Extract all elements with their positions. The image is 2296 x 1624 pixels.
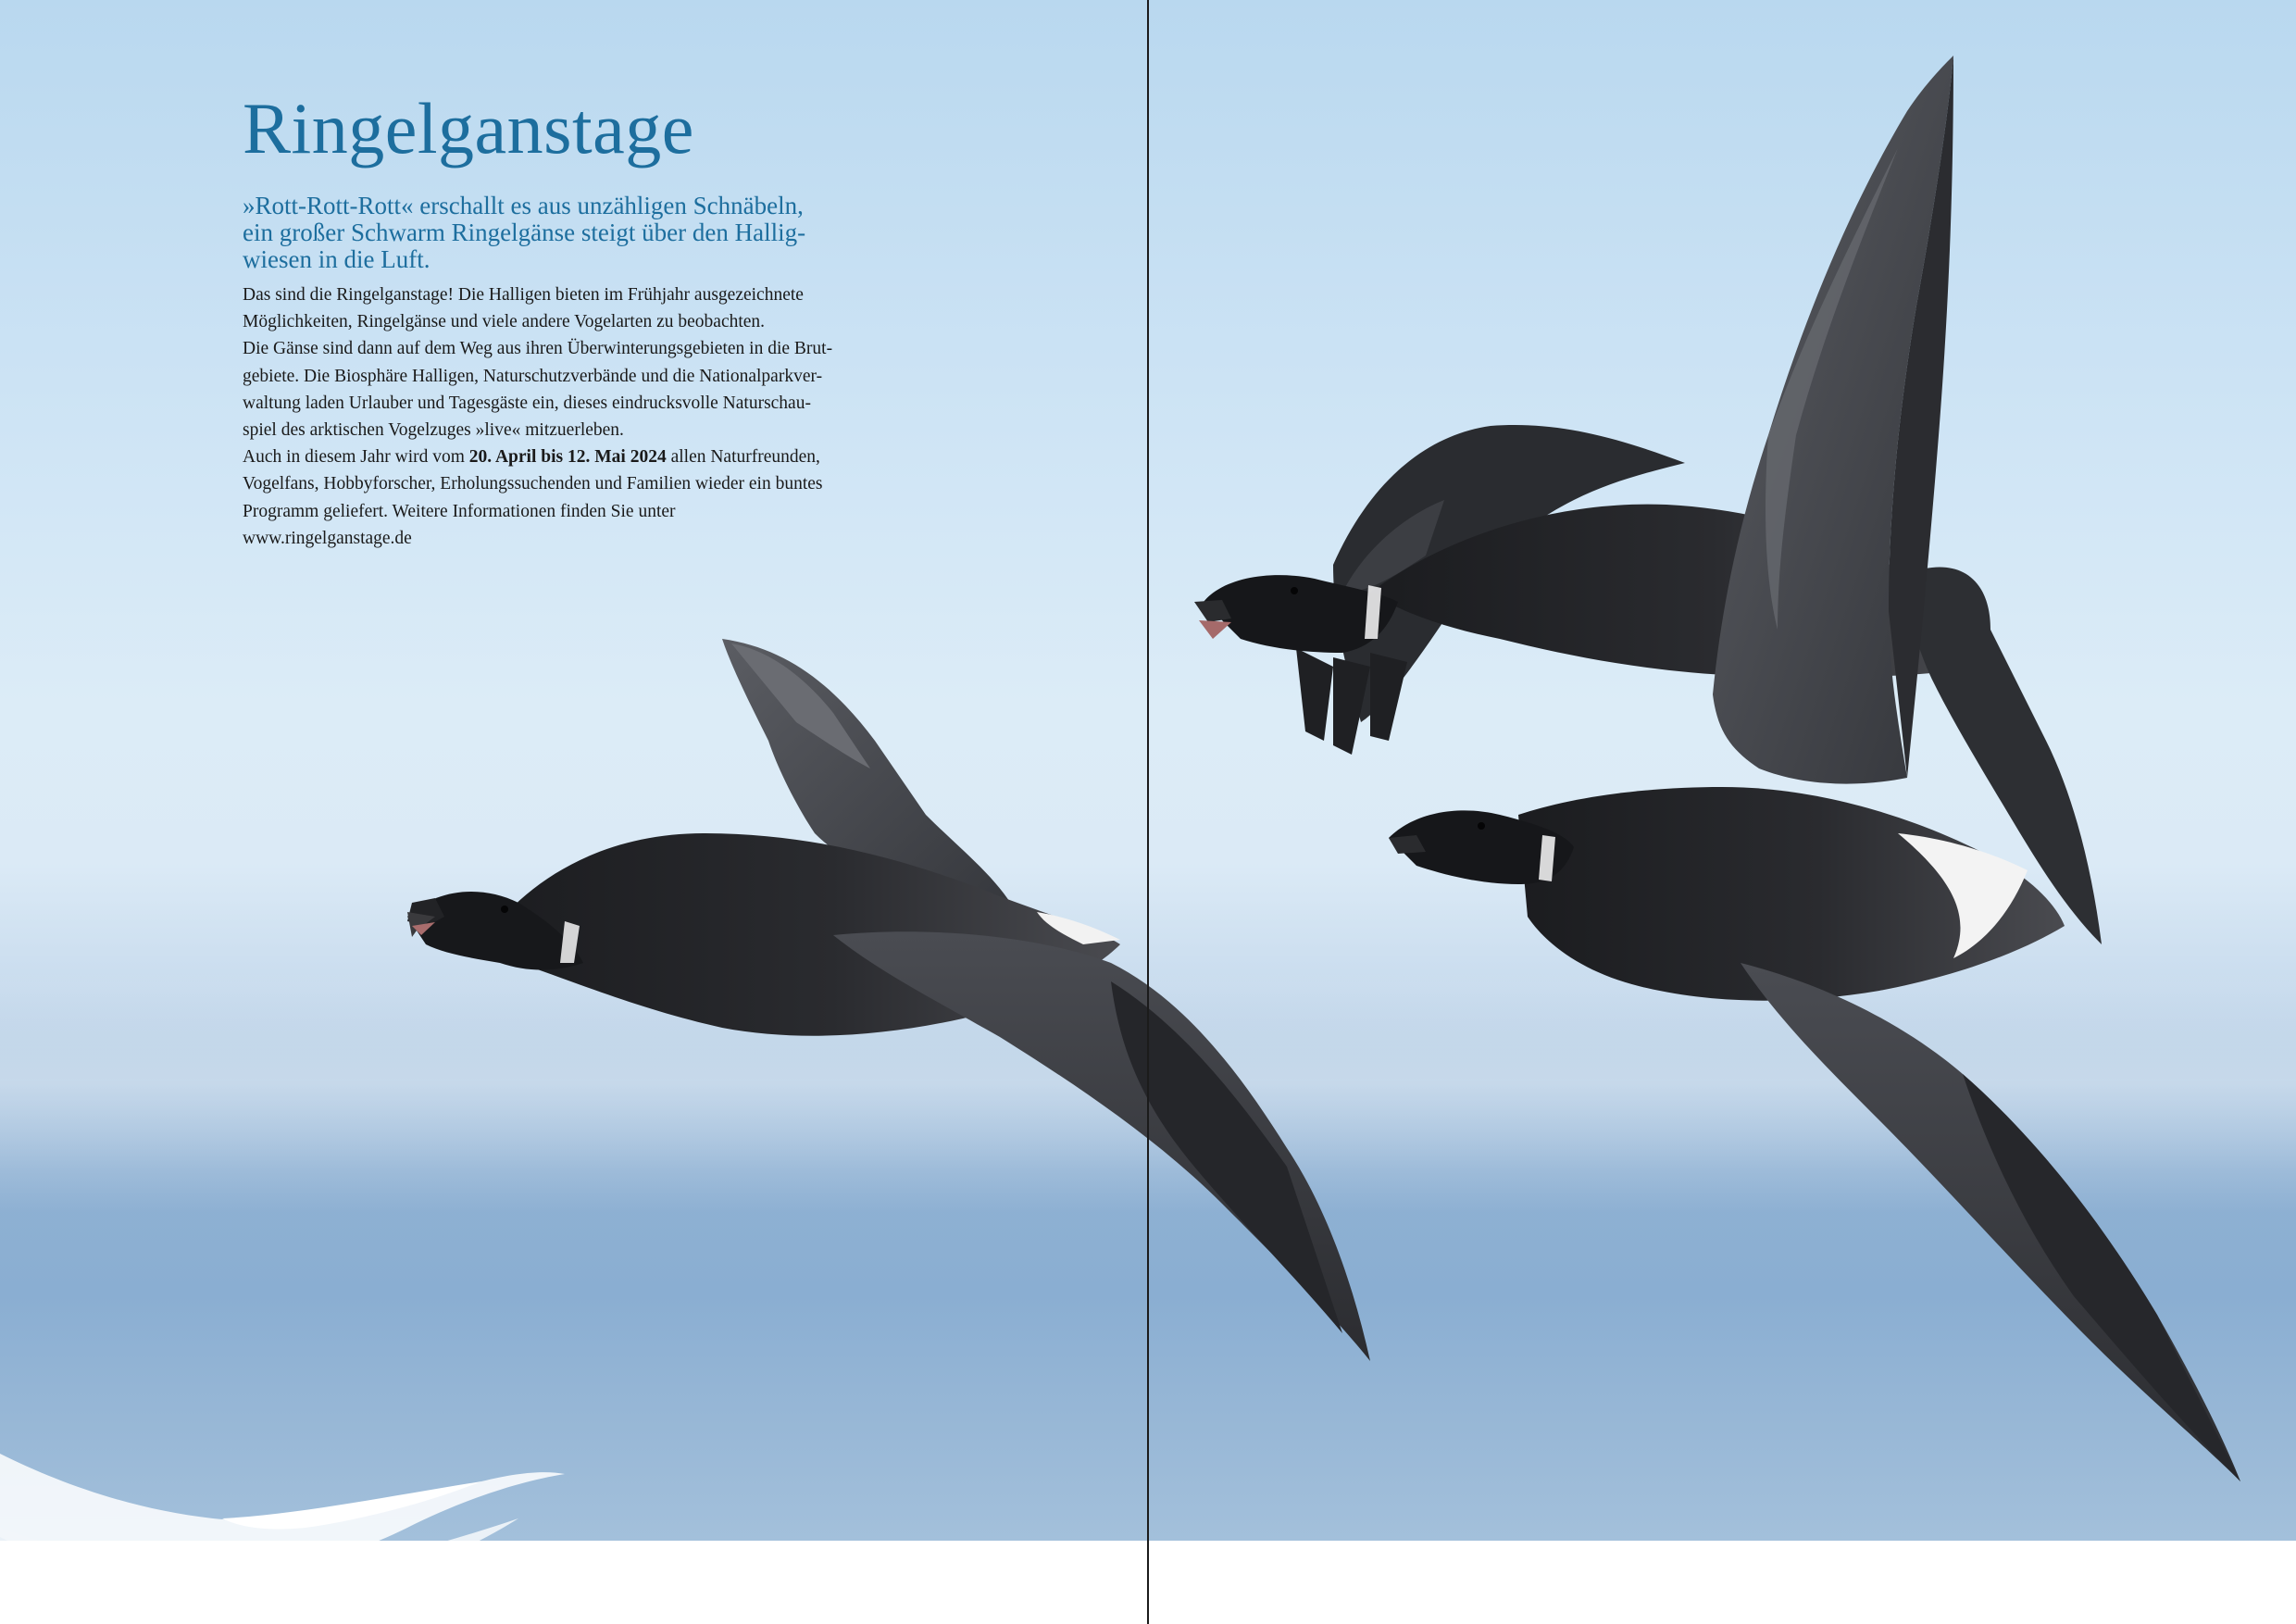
body-line: waltung laden Urlauber und Tagesgäste ein, dieses eindrucksvolle Naturschau- xyxy=(243,393,811,413)
dates-prefix: Auch in diesem Jahr wird vom xyxy=(243,447,469,468)
body-line: Möglichkeiten, Ringelgänse und viele andere Vogelarten zu beobachten. xyxy=(243,312,766,332)
body-line: Das sind die Ringelganstage! Die Halligen bieten im Frühjahr ausgezeichnete xyxy=(243,285,804,305)
lede-line: ein großer Schwarm Ringelgänse steigt über den Hallig- xyxy=(243,219,806,246)
body-line: gebiete. Die Biosphäre Halligen, Naturschutzverbände und die Nationalparkver- xyxy=(243,366,823,386)
body-line: spiel des arktischen Vogelzuges »live« mitzuerleben. xyxy=(243,420,624,441)
article-body xyxy=(243,281,909,552)
website-link[interactable]: www.ringelganstage.de xyxy=(243,528,412,548)
lede-line: »Rott-Rott-Rott« erschallt es aus unzähligen Schnäbeln, xyxy=(243,192,804,219)
goose-lower-right xyxy=(1389,56,2240,1481)
lede-line: wiesen in die Luft. xyxy=(243,245,430,273)
article-title: Ringelganstage xyxy=(243,88,694,169)
article-lede xyxy=(243,193,891,273)
event-dates: 20. April bis 12. Mai 2024 xyxy=(468,447,667,468)
page-gutter xyxy=(1147,0,1149,1624)
goose-left xyxy=(407,639,1370,1361)
body-line: Die Gänse sind dann auf dem Weg aus ihren Überwinterungsgebieten in die Brut- xyxy=(243,339,833,359)
event-dates-line xyxy=(243,443,909,470)
body-line: Programm geliefert. Weitere Informationen finden Sie unter xyxy=(243,501,676,521)
dates-suffix: allen Naturfreunden, xyxy=(666,447,820,468)
body-line: Vogelfans, Hobbyforscher, Erholungssuchenden und Familien wieder ein buntes xyxy=(243,474,823,494)
